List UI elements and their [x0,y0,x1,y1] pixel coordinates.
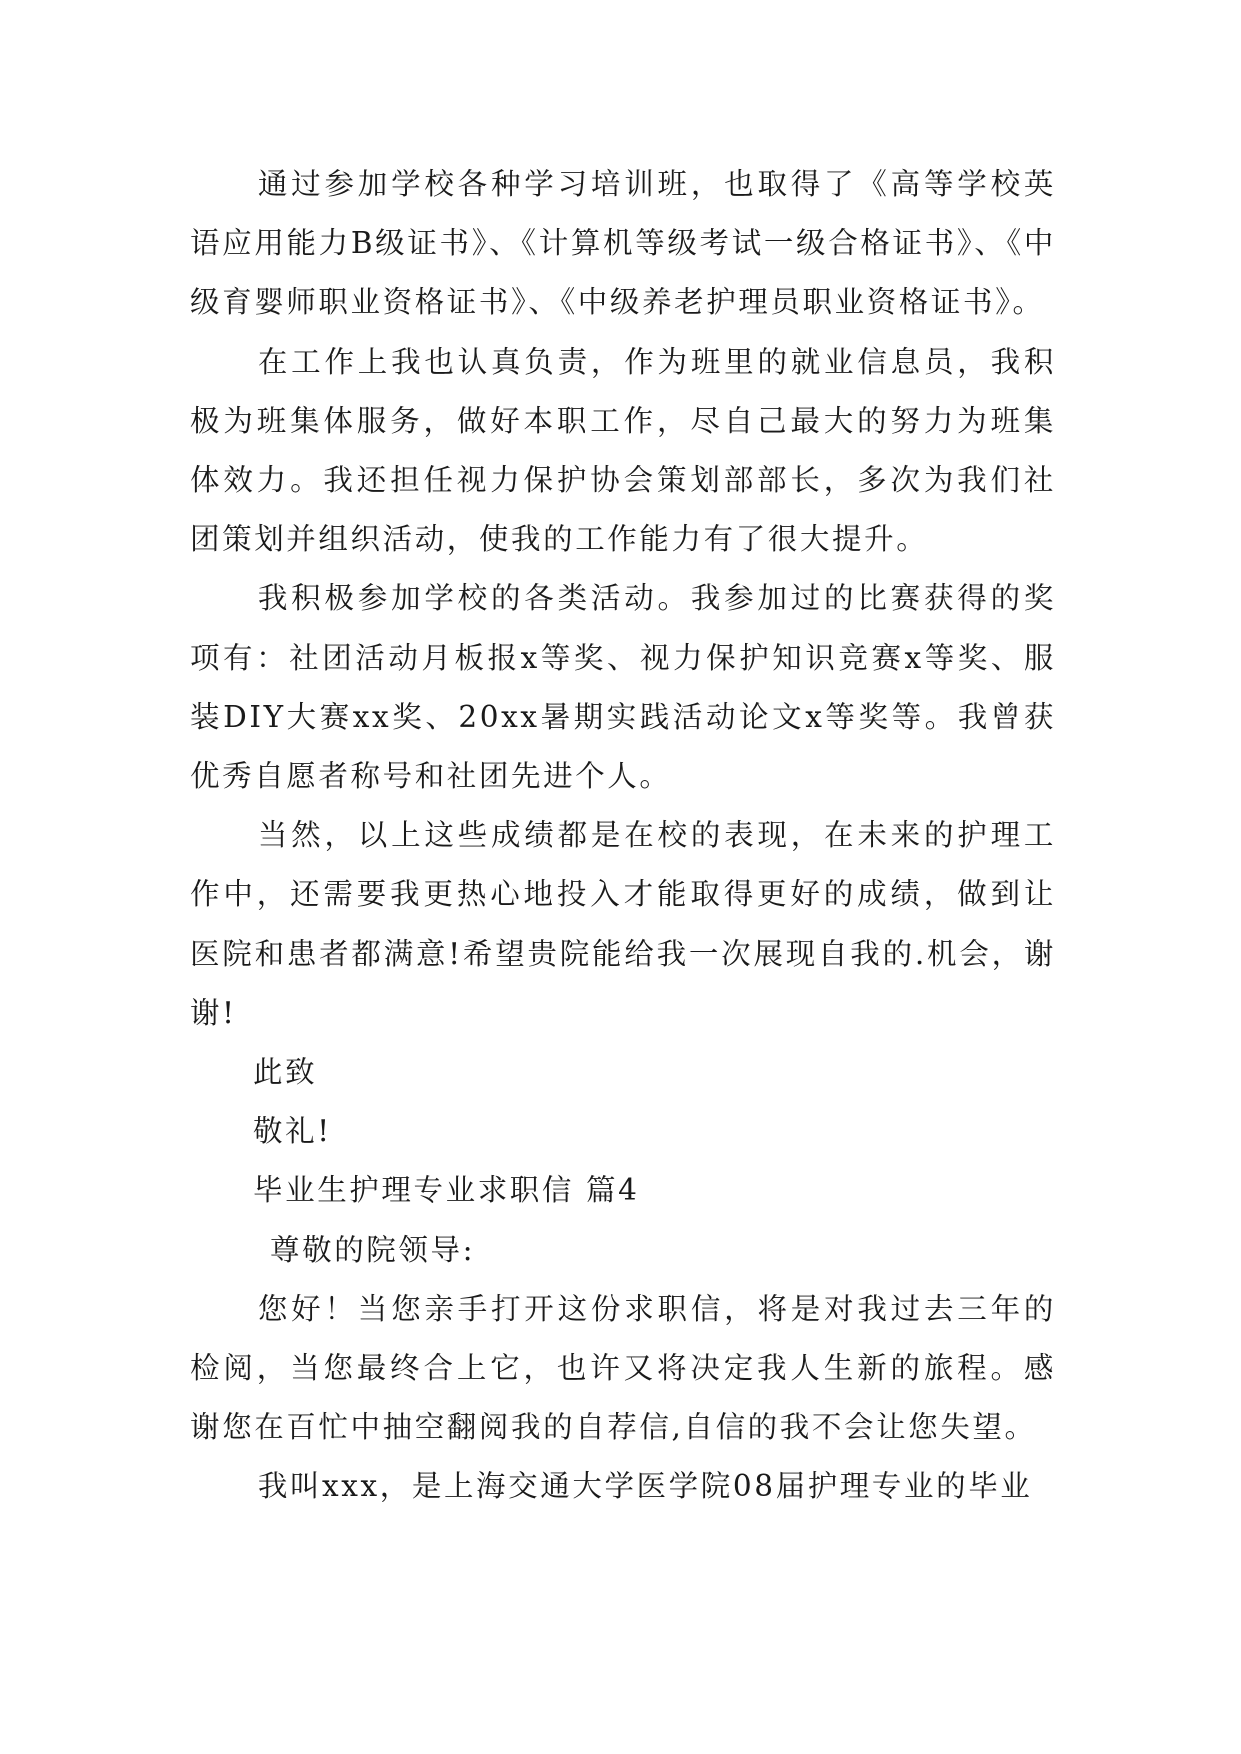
salutation: 尊敬的院领导: [270,1232,476,1267]
paragraph-work: 在工作上我也认真负责，作为班里的就业信息员，我积极为班集体服务，做好本职工作，尽自己最大的努力为班集体效力。我还担任视力保护协会策划部部长，多次为我们社团策划并组织活动，使我的工作能力有了很大提升。 [190,344,1056,557]
paragraph-intro: 我叫xxx，是上海交通大学医学院08届护理专业的毕业 [257,1469,1033,1504]
section-title: 毕业生护理专业求职信 篇4 [253,1173,640,1208]
paragraph-activities: 我积极参加学校的各类活动。我参加过的比赛获得的奖项有：社团活动月板报x等奖、视力保护知识竞赛x等奖、服装DIY大赛xx奖、20xx暑期实践活动论文x等奖等。我曾获优秀自愿者称号和社团先进个人。 [190,581,1056,794]
closing-line-1: 此致 [253,1055,318,1090]
document-body [190,155,1056,1517]
paragraph-future: 当然，以上这些成绩都是在校的表现，在未来的护理工作中，还需要我更热心地投入才能取得更好的成绩，做到让医院和患者都满意!希望贵院能给我一次展现自我的.机会，谢谢! [190,818,1056,1030]
paragraph-certificates: 通过参加学校各种学习培训班，也取得了《高等学校英语应用能力B级证书》、《计算机等级考试一级合格证书》、《中级育婴师职业资格证书》、《中级养老护理员职业资格证书》。 [190,167,1056,320]
paragraph-greeting: 您好！当您亲手打开这份求职信，将是对我过去三年的检阅，当您最终合上它，也许又将决定我人生新的旅程。感谢您在百忙中抽空翻阅我的自荐信,自信的我不会让您失望。 [190,1291,1056,1445]
closing-line-2: 敬礼! [253,1114,332,1149]
